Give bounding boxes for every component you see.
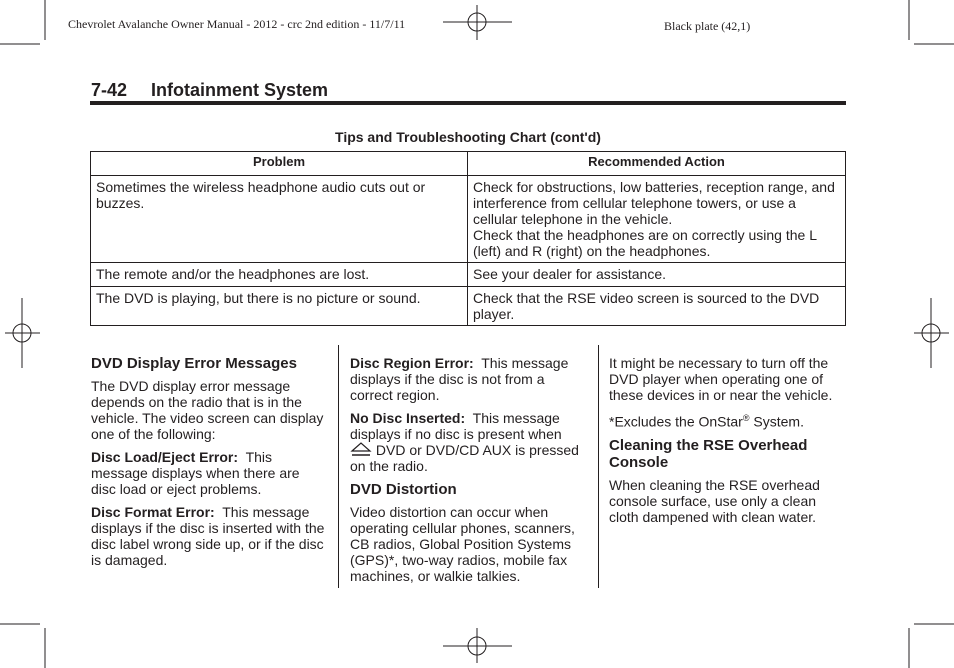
action-cell (468, 176, 846, 263)
eject-icon (350, 442, 372, 457)
action-cell: See your dealer for assistance. (468, 263, 846, 287)
term: Disc Load/Eject Error: (91, 449, 239, 465)
registration-mark-bottom (443, 628, 512, 663)
paragraph: When cleaning the RSE overhead console surface, use only a clean cloth dampened with clean water. (609, 476, 820, 525)
footnote-text: System. (749, 413, 804, 430)
registration-mark-top (443, 5, 512, 40)
header-plate: Black plate (42,1) (664, 19, 751, 33)
registered-mark: ® (742, 413, 750, 423)
action-text: Check that the headphones are on correctly using the L (left) and R (right) on the headphones. (473, 227, 817, 259)
term-text: This message displays if no disc is present when (350, 410, 562, 442)
term-text: This message displays if the disc is inserted with the disc label wrong side up, or if the disc is damaged. (91, 504, 325, 568)
term: Disc Region Error: (350, 355, 474, 371)
paragraph (91, 449, 327, 497)
term-text: This message displays when there are disc load or eject problems. (91, 449, 300, 497)
footnote (609, 410, 849, 430)
troubleshooting-table (90, 151, 846, 326)
title-rule (90, 101, 846, 105)
header-doc-info: Chevrolet Avalanche Owner Manual - 2012 - crc 2nd edition - 11/7/11 (68, 17, 406, 31)
table-row (91, 263, 846, 287)
paragraph: It might be necessary to turn off the DVD player when operating one of these devices in or near the vehicle. (609, 355, 833, 403)
paragraph (91, 504, 327, 568)
term: Disc Format Error: (91, 504, 215, 520)
section-title: Infotainment System (151, 80, 329, 100)
term-text: This message displays if the disc is not from a correct region. (350, 355, 569, 403)
action-text: Check for obstructions, low batteries, reception range, and interference from cellular telephone towers, or use a cellular telephone in the vehicle. (473, 179, 835, 227)
registration-mark-left (5, 298, 40, 368)
footnote-text: *Excludes the OnStar (609, 413, 743, 430)
registration-mark-right (914, 298, 949, 368)
action-cell: Check that the RSE video screen is sourced to the DVD player. (468, 287, 846, 326)
problem-cell: The remote and/or the headphones are lost. (91, 263, 468, 287)
column-divider (338, 345, 339, 588)
column-3 (609, 355, 849, 532)
problem-cell: The DVD is playing, but there is no picture or sound. (91, 287, 468, 326)
section-heading: DVD Distortion (350, 481, 457, 498)
table-row (91, 287, 846, 326)
column-divider (598, 345, 599, 588)
paragraph (350, 355, 590, 403)
section-heading: DVD Display Error Messages (91, 355, 297, 372)
page-title (91, 80, 328, 101)
chart-title: Tips and Troubleshooting Chart (cont'd) (335, 129, 601, 145)
column-2 (350, 355, 590, 591)
paragraph: The DVD display error message depends on the radio that is in the vehicle. The video screen can display one of the following: (91, 378, 324, 442)
column-header: Problem (91, 152, 468, 176)
column-1 (91, 355, 327, 575)
problem-cell: Sometimes the wireless headphone audio cuts out or buzzes. (91, 176, 468, 263)
term-text: DVD or DVD/CD AUX is pressed on the radio. (350, 442, 579, 474)
column-header: Recommended Action (468, 152, 846, 176)
table-row (91, 176, 846, 263)
term: No Disc Inserted: (350, 410, 466, 426)
paragraph: Video distortion can occur when operating cellular phones, scanners, CB radios, Global Position Systems (GPS)*, two-way radios, mobile fax machines, or walkie talkies. (350, 504, 575, 584)
paragraph (350, 410, 590, 474)
section-heading: Cleaning the RSE Overhead Console (609, 436, 808, 471)
page-number: 7-42 (91, 80, 128, 100)
